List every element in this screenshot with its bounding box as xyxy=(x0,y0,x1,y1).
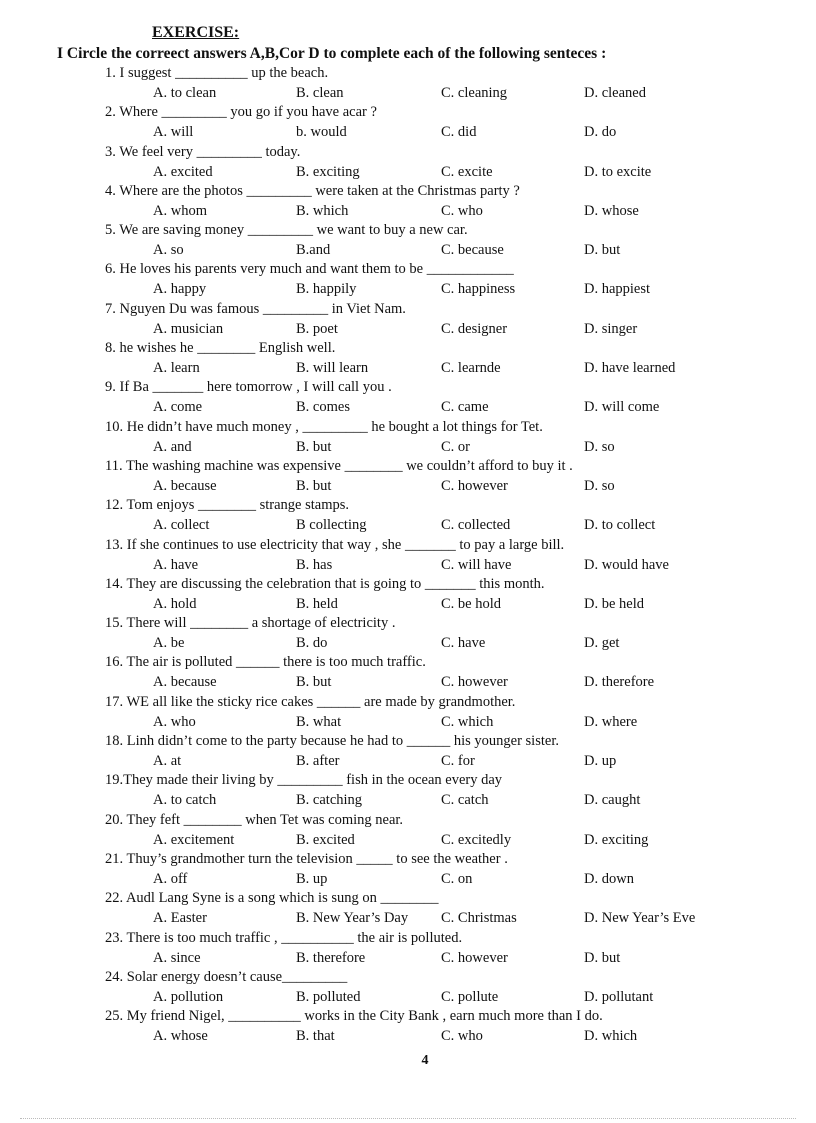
question-stem: 10. He didn’t have much money , _________ he bought a lot things for Tet. xyxy=(105,418,543,435)
option-b[interactable]: B. comes xyxy=(296,399,350,416)
question-item xyxy=(0,575,816,614)
option-b[interactable]: B. will learn xyxy=(296,360,369,377)
option-d[interactable]: D. therefore xyxy=(584,674,655,691)
instruction-text: I Circle the correect answers A,B,Cor D to complete each of the following senteces : xyxy=(57,45,607,62)
option-d[interactable]: D. singer xyxy=(584,320,638,337)
option-b[interactable]: B. after xyxy=(296,753,340,770)
question-item xyxy=(0,221,816,260)
option-d[interactable]: D. down xyxy=(584,870,634,887)
question-item xyxy=(0,143,816,182)
question-item xyxy=(0,536,816,575)
option-d[interactable]: D. up xyxy=(584,753,617,770)
question-stem: 25. My friend Nigel, __________ works in the City Bank , earn much more than I do. xyxy=(105,1008,603,1025)
option-b[interactable]: B. do xyxy=(296,635,328,652)
question-item xyxy=(0,968,816,1007)
option-b[interactable]: b. would xyxy=(296,124,347,141)
option-a[interactable]: A. Easter xyxy=(153,910,207,927)
option-c[interactable]: C. excitedly xyxy=(441,831,512,848)
question-item xyxy=(0,693,816,732)
question-item xyxy=(0,300,816,339)
question-item xyxy=(0,418,816,457)
option-d[interactable]: D. caught xyxy=(584,792,641,809)
option-a[interactable]: A. come xyxy=(153,399,203,416)
option-a[interactable]: A. excited xyxy=(153,163,213,180)
option-d[interactable]: D. exciting xyxy=(584,831,649,848)
option-b[interactable]: B. up xyxy=(296,870,328,887)
question-item xyxy=(0,889,816,928)
option-b[interactable]: B. poet xyxy=(296,320,338,337)
question-stem: 1. I suggest __________ up the beach. xyxy=(105,65,329,81)
option-a[interactable]: A. off xyxy=(153,870,188,887)
option-d[interactable]: D. cleaned xyxy=(584,85,646,101)
option-c[interactable]: C. came xyxy=(441,399,489,416)
question-item xyxy=(0,1007,816,1046)
question-item xyxy=(0,378,816,417)
option-c[interactable]: C. catch xyxy=(441,792,489,809)
option-b[interactable]: B. has xyxy=(296,556,333,573)
option-d[interactable]: D. would have xyxy=(584,556,669,573)
option-c[interactable]: C. on xyxy=(441,870,473,887)
option-d[interactable]: D. where xyxy=(584,713,638,730)
option-c[interactable]: C. however xyxy=(441,949,508,966)
option-a[interactable]: A. because xyxy=(153,674,217,691)
option-d[interactable]: D. but xyxy=(584,949,621,966)
option-a[interactable]: A. whom xyxy=(153,202,207,219)
option-b[interactable]: B. but xyxy=(296,477,332,494)
option-c[interactable]: C. happiness xyxy=(441,281,516,298)
question-item xyxy=(0,811,816,850)
question-item xyxy=(0,103,816,142)
question-item xyxy=(0,496,816,535)
question-stem: 15. There will ________ a shortage of electricity . xyxy=(105,615,396,632)
option-b[interactable]: B. which xyxy=(296,202,349,219)
question-stem: 2. Where _________ you go if you have acar ? xyxy=(105,104,377,121)
question-stem: 5. We are saving money _________ we want to buy a new car. xyxy=(105,222,468,239)
question-stem: 19.They made their living by _________ fish in the ocean every day xyxy=(105,772,503,789)
exercise-heading: EXERCISE: xyxy=(152,24,240,41)
option-c[interactable]: C. or xyxy=(441,438,470,455)
option-b[interactable]: B. New Year’s Day xyxy=(296,910,409,927)
option-d[interactable]: D. pollutant xyxy=(584,988,654,1005)
option-d[interactable]: D. whose xyxy=(584,202,639,219)
option-d[interactable]: D. so xyxy=(584,438,615,455)
option-d[interactable]: D. to collect xyxy=(584,517,656,534)
option-a[interactable]: A. since xyxy=(153,949,201,966)
option-a[interactable]: A. to catch xyxy=(153,792,217,809)
option-a[interactable]: A. hold xyxy=(153,595,197,612)
option-d[interactable]: D. happiest xyxy=(584,281,651,298)
option-d[interactable]: D. New Year’s Eve xyxy=(584,910,696,927)
option-c[interactable]: C. cleaning xyxy=(441,85,508,101)
option-a[interactable]: A. collect xyxy=(153,517,210,534)
option-c[interactable]: C. however xyxy=(441,674,508,691)
question-stem: 9. If Ba _______ here tomorrow , I will call you . xyxy=(105,379,392,396)
option-b[interactable]: B. therefore xyxy=(296,949,366,966)
option-c[interactable]: C. designer xyxy=(441,320,508,337)
option-a[interactable]: A. at xyxy=(153,753,182,770)
question-item xyxy=(0,732,816,771)
question-item xyxy=(0,457,816,496)
option-c[interactable]: C. be hold xyxy=(441,595,502,612)
option-c[interactable]: C. who xyxy=(441,202,483,219)
option-a[interactable]: A. will xyxy=(153,124,194,141)
option-c[interactable]: C. for xyxy=(441,753,475,770)
question-item xyxy=(0,929,816,968)
question-item xyxy=(0,614,816,653)
option-c[interactable]: C. who xyxy=(441,1028,483,1045)
option-b[interactable]: B. what xyxy=(296,713,342,730)
option-a[interactable]: A. have xyxy=(153,556,199,573)
option-b[interactable]: B. happily xyxy=(296,281,357,298)
option-d[interactable]: D. have learned xyxy=(584,360,676,377)
option-b[interactable]: B collecting xyxy=(296,517,367,534)
option-d[interactable]: D. do xyxy=(584,124,617,141)
question-stem: 11. The washing machine was expensive ________ we couldn’t afford to buy it . xyxy=(105,457,573,474)
option-d[interactable]: D. be held xyxy=(584,595,644,612)
option-a[interactable]: A. musician xyxy=(153,320,224,337)
question-stem: 20. They feft ________ when Tet was coming near. xyxy=(105,811,404,828)
option-a[interactable]: A. and xyxy=(153,438,192,455)
option-d[interactable]: D. so xyxy=(584,477,615,494)
question-stem: 16. The air is polluted ______ there is too much traffic. xyxy=(105,654,426,671)
option-a[interactable]: A. happy xyxy=(153,281,207,298)
option-a[interactable]: A. to clean xyxy=(153,85,217,101)
question-stem: 22. Audl Lang Syne is a song which is sung on ________ xyxy=(105,890,439,907)
option-d[interactable]: D. will come xyxy=(584,399,660,416)
question-item xyxy=(0,653,816,692)
option-c[interactable]: C. have xyxy=(441,635,486,652)
option-d[interactable]: D. to excite xyxy=(584,163,652,180)
page-number: 4 xyxy=(421,1053,429,1068)
option-a[interactable]: A. because xyxy=(153,477,217,494)
question-stem: 24. Solar energy doesn’t cause_________ xyxy=(105,968,348,985)
option-a[interactable]: A. so xyxy=(153,242,184,259)
question-item xyxy=(0,64,816,103)
option-a[interactable]: A. who xyxy=(153,713,196,730)
option-a[interactable]: A. excitement xyxy=(153,831,235,848)
option-a[interactable]: A. whose xyxy=(153,1028,208,1045)
question-stem: 4. Where are the photos _________ were taken at the Christmas party ? xyxy=(105,182,520,199)
question-stem: 17. WE all like the sticky rice cakes ______ are made by grandmother. xyxy=(105,693,516,710)
option-b[interactable]: B. clean xyxy=(296,85,344,101)
option-d[interactable]: D. which xyxy=(584,1028,638,1045)
option-a[interactable]: A. be xyxy=(153,635,185,652)
question-stem: 7. Nguyen Du was famous _________ in Viet Nam. xyxy=(105,300,406,317)
option-c[interactable]: C. however xyxy=(441,477,508,494)
question-item xyxy=(0,339,816,378)
option-b[interactable]: B. but xyxy=(296,438,332,455)
question-stem: 14. They are discussing the celebration that is going to _______ this month. xyxy=(105,575,545,592)
question-stem: 12. Tom enjoys ________ strange stamps. xyxy=(105,497,349,514)
option-b[interactable]: B. exciting xyxy=(296,163,360,180)
question-stem: 23. There is too much traffic , __________ the air is polluted. xyxy=(105,929,463,946)
question-stem: 3. We feel very _________ today. xyxy=(105,143,301,160)
question-stem: 18. Linh didn’t come to the party because he had to ______ his younger sister. xyxy=(105,733,559,750)
option-c[interactable]: C. pollute xyxy=(441,988,499,1005)
option-b[interactable]: B. but xyxy=(296,674,332,691)
question-stem: 8. he wishes he ________ English well. xyxy=(105,340,336,357)
option-b[interactable]: B. held xyxy=(296,595,338,612)
question-item xyxy=(0,771,816,810)
option-c[interactable]: C. which xyxy=(441,713,494,730)
question-stem: 6. He loves his parents very much and want them to be ____________ xyxy=(105,261,514,278)
option-a[interactable]: A. pollution xyxy=(153,988,224,1005)
option-c[interactable]: C. excite xyxy=(441,163,493,180)
option-d[interactable]: D. but xyxy=(584,242,621,259)
question-item xyxy=(0,260,816,299)
question-stem: 21. Thuy’s grandmother turn the television _____ to see the weather . xyxy=(105,850,508,867)
footer-divider xyxy=(20,1118,796,1119)
option-b[interactable]: B. catching xyxy=(296,792,363,809)
option-b[interactable]: B. that xyxy=(296,1028,335,1045)
option-a[interactable]: A. learn xyxy=(153,360,200,377)
option-c[interactable]: C. because xyxy=(441,242,504,259)
option-c[interactable]: C. learnde xyxy=(441,360,501,377)
option-c[interactable]: C. Christmas xyxy=(441,910,517,927)
option-c[interactable]: C. did xyxy=(441,124,477,141)
option-b[interactable]: B. polluted xyxy=(296,988,361,1005)
option-c[interactable]: C. will have xyxy=(441,556,512,573)
question-item xyxy=(0,850,816,889)
option-b[interactable]: B.and xyxy=(296,242,331,259)
option-c[interactable]: C. collected xyxy=(441,517,511,534)
option-b[interactable]: B. excited xyxy=(296,831,355,848)
question-list xyxy=(0,64,816,1046)
option-d[interactable]: D. get xyxy=(584,635,620,652)
question-item xyxy=(0,182,816,221)
question-stem: 13. If she continues to use electricity that way , she _______ to pay a large bill. xyxy=(105,536,565,553)
